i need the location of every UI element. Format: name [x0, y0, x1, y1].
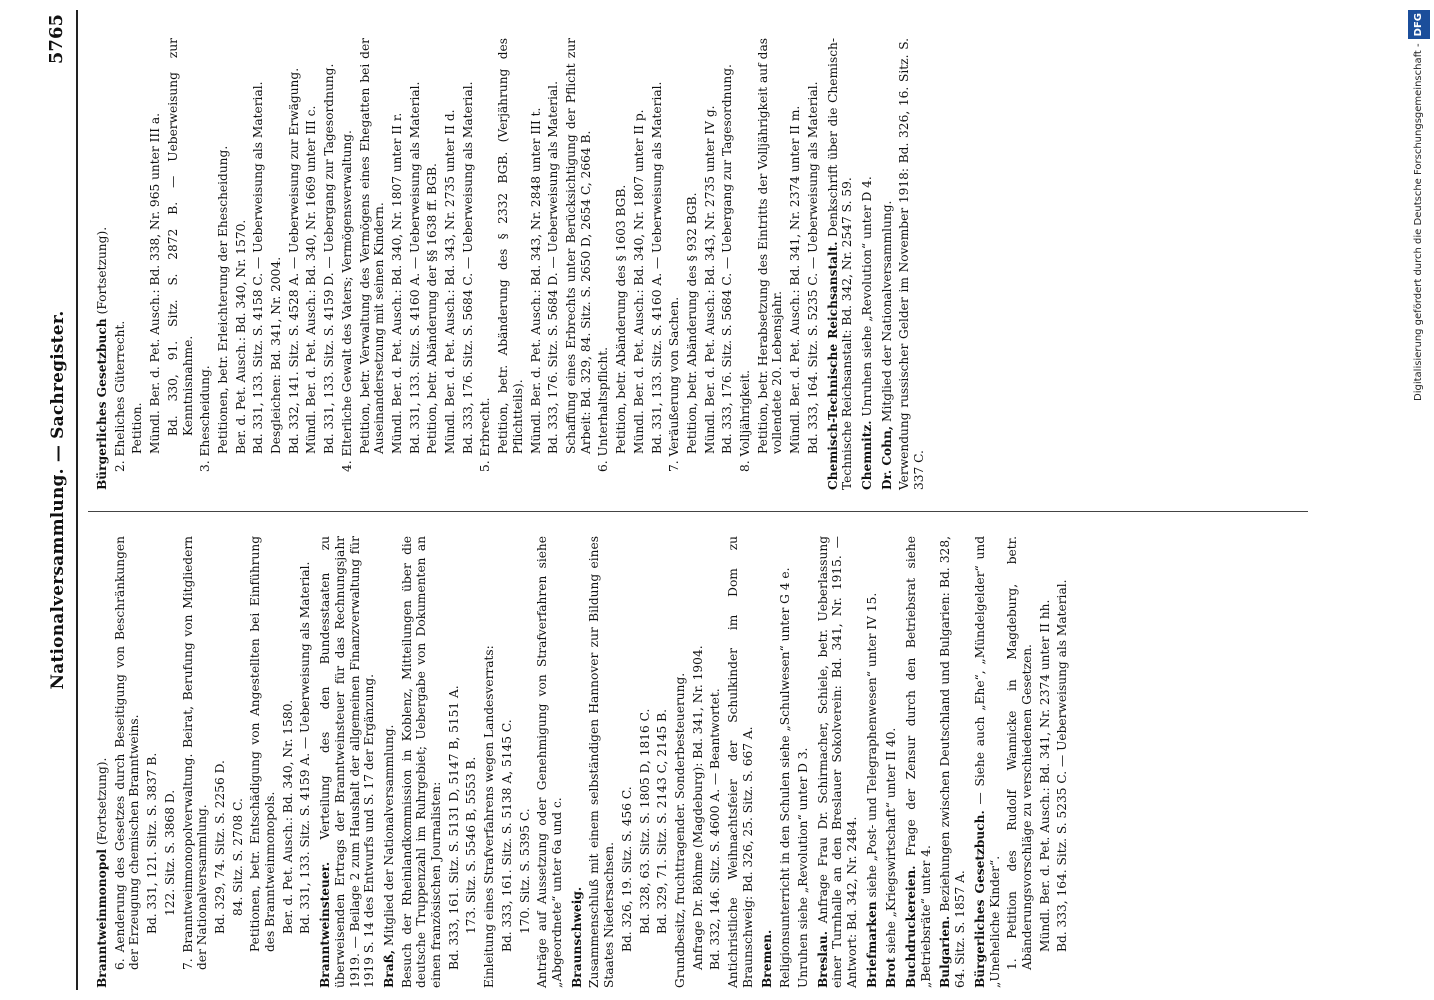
index-line: Bd. 333, 176. Sitz. S. 5684 C. — Uebergang zur Tagesordnung.: [720, 64, 735, 454]
index-line: Bd. 328, 63. Sitz. S. 1805 D, 1816 C.: [637, 708, 652, 934]
left-column: [90, 536, 1073, 988]
index-line: Mündl. Ber. d. Pet. Ausch.: Bd. 343, Nr. 2735 unter II d.: [443, 109, 458, 454]
index-entry: [865, 536, 880, 988]
entry-text: Anfrage Frau Dr. Schirmacher, Schiele, betr. Ueberlassung einer Turnhalle an den Breslauer Sokolverein: Bd. 341, Nr. 1915. — Antwort: Bd. 342, Nr. 2484.: [815, 536, 859, 988]
index-line: Petitionen, betr. Erleichterung der Ehescheidung.: [215, 145, 230, 454]
index-line: Bd. 331, 133. Sitz. S. 4159 D. — Uebergang zur Tagesordnung.: [322, 63, 337, 454]
index-line: 122. Sitz. S. 3868 D.: [162, 789, 177, 916]
index-line: Petition.: [130, 402, 145, 454]
index-line: Unruhen siehe „Revolution“ unter D 3.: [795, 747, 810, 988]
entry-text: (Fortsetzung).: [95, 226, 109, 319]
index-line: Petition, betr. Abänderung des § 2332 BGB. (Verjährung des Pflichtteils).: [496, 38, 525, 454]
dfg-logo: DFG: [1408, 10, 1430, 39]
entry-text: Unruhen siehe „Revolution“ unter D 4.: [859, 176, 874, 421]
index-line: Petition, betr. Abänderung des § 932 BGB.: [684, 192, 699, 454]
index-entry: [382, 536, 397, 988]
index-line: Mündl. Ber. d. Pet. Ausch.: Bd. 343, Nr. 2848 unter III t.: [528, 107, 543, 454]
index-entry: [760, 536, 775, 988]
index-line: Desgleichen: Bd. 341, Nr. 2004.: [269, 256, 284, 454]
entry-text: — Siehe auch „Ehe“, „Mündelgelder“ und „Uneheliche Kinder“.: [972, 535, 1002, 988]
index-line: Schaffung eines Erbrechts unter Berücksichtigung der Pflicht zur Arbeit: Bd. 329, 84. Sitz. S. 2650 D, 2654 C, 2664 B.: [563, 38, 593, 454]
entry-keyword: Chemnitz.: [859, 420, 874, 490]
column-divider: [88, 511, 1308, 512]
index-line: Bd. 326, 19. Sitz. S. 456 C.: [619, 786, 634, 952]
entry-keyword: Bulgarien.: [938, 915, 953, 988]
index-line: 1. Petition des Rudolf Wannicke in Magdeburg, betr. Abänderungsvorschläge zu verschiedenen Gesetzen.: [1005, 536, 1034, 970]
index-line: Petition, betr. Abänderung des § 1603 BGB.: [614, 184, 629, 454]
index-line: 4. Elterliche Gewalt des Vaters; Vermögensverwaltung.: [339, 130, 354, 472]
index-line: Mündl. Ber. d. Pet. Ausch.: Bd. 340, Nr. 1669 unter III c.: [304, 105, 319, 454]
index-line: 5. Erbrecht.: [478, 397, 493, 472]
index-line: Bd. 331, 133. Sitz. S. 4159 A. — Ueberweisung als Material.: [298, 561, 313, 934]
funding-note: [1408, 10, 1430, 990]
index-line: Bd. 333, 176. Sitz. S. 5684 C. — Ueberweisung als Material.: [460, 81, 475, 454]
right-column: [90, 38, 930, 490]
index-line: Petition, betr. Herabsetzung des Eintritts der Volljährigkeit auf das vollendete 20. Lebensjahr.: [755, 38, 785, 454]
index-line: Mündl. Ber. d. Pet. Ausch.: Bd. 340, Nr. 1807 unter II p.: [631, 109, 646, 454]
index-line: Mündl. Ber. d. Pet. Ausch.: Bd. 340, Nr. 1807 unter II r.: [389, 112, 404, 454]
index-line: Mündl. Ber. d. Pet. Ausch.: Bd. 341, Nr. 2374 unter II m.: [788, 105, 803, 454]
index-line: 173. Sitz. S. 5546 B, 5553 B.: [464, 756, 479, 934]
entry-keyword: Braß,: [381, 949, 396, 988]
index-line: 7. Branntweinmonopolverwaltung. Beirat, Berufung von Mitgliedern der Nationalversammlung.: [180, 536, 210, 970]
entry-text: Frage der Zensur durch den Betriebsrat siehe „Betriebsräte“ unter 4.: [904, 536, 933, 988]
entry-keyword: Bürgerliches Gesetzbuch.: [972, 810, 987, 988]
index-entry: [884, 536, 899, 988]
index-line: Bd. 333, 161. Sitz. S. 5131 D, 5147 B, 5151 A.: [446, 685, 461, 970]
page-number: 5765: [46, 14, 67, 65]
index-line: Ber. d. Pet. Ausch.: Bd. 340, Nr. 1570.: [233, 219, 248, 454]
entry-keyword: Chemisch-Technische Reichsanstalt.: [825, 241, 840, 490]
index-line: Ber. d. Pet. Ausch.: Bd. 340, Nr. 1580.: [280, 699, 295, 934]
index-line: Einleitung eines Strafverfahrens wegen Landesverrats:: [482, 645, 497, 988]
index-line: Bd. 331, 133. Sitz. S. 4160 A. — Ueberweisung als Material.: [649, 81, 664, 454]
entry-keyword: Buchdruckereien.: [904, 865, 919, 988]
entry-keyword: Breslau.: [815, 931, 830, 988]
index-line: Bd. 332, 141. Sitz. S. 4528 A. — Ueberweisung zur Erwägung.: [286, 67, 301, 454]
entry-text: Denkschrift über die Chemisch-Technische Reichsanstalt: Bd. 342, Nr. 2547 S. 59.: [825, 38, 855, 490]
index-line: 8. Volljährigkeit.: [738, 369, 753, 472]
index-line: Bd. 333, 176. Sitz. S. 5684 D. — Ueberweisung als Material.: [546, 81, 561, 454]
index-line: 6. Aenderung des Gesetzes durch Beseitigung von Beschränkungen der Erzeugung chemischen Branntweins.: [112, 536, 142, 970]
index-line: Petitionen, betr. Entschädigung von Angestellten bei Einführung des Branntweinmonopols.: [248, 536, 278, 952]
index-line: 3. Ehescheidung.: [198, 365, 213, 472]
index-line: Grundbesitz, fruchttragender. Sonderbesteuerung.: [672, 672, 687, 988]
index-line: 6. Unterhaltspflicht.: [596, 347, 611, 472]
entry-keyword: Bürgerliches Gesetzbuch: [95, 318, 109, 490]
entry-keyword: Bremen.: [760, 929, 775, 988]
index-line: Bd. 332, 146. Sitz. S. 4600 A. — Beantwortet.: [708, 688, 723, 970]
index-line: Bd. 329, 74. Sitz. S. 2256 D.: [212, 760, 227, 934]
index-entry: [973, 536, 1002, 988]
index-line: Anfrage Dr. Böhme (Magdeburg): Bd. 341, Nr. 1904.: [690, 645, 705, 970]
index-line: Bd. 333, 164. Sitz. S. 5235 C. — Ueberweisung als Material.: [805, 81, 820, 454]
index-entry: [816, 536, 860, 988]
index-line: 84. Sitz. S. 2708 C.: [230, 798, 245, 916]
entry-text: Mitglied der Nationalversammlung.: [381, 724, 396, 950]
index-line: Petition, betr. Verwaltung des Vermögens eines Ehegatten bei der Auseinandersetzung mit seinen Kindern.: [357, 38, 387, 454]
entry-text: Verteilung des den Bundesstaaten zu überweisenden Ertrags der Branntweinsteuer für das Rechnungsjahr 1919. — Beilage 2 zum Haushalt der allgemeinen Finanzverwaltung für 1919 S. 14 des Entwurfs und S. 17 der Ergänzung.: [318, 536, 377, 988]
index-line: Religionsunterricht in den Schulen siehe „Schulwesen“ unter G 4 e.: [778, 567, 793, 988]
index-line: Bd. 330, 91. Sitz. S. 2872 B. — Ueberweisung zur Kenntnisnahme.: [165, 38, 195, 436]
entry-keyword: Braunschweig.: [569, 886, 584, 988]
index-line: Anträge auf Aussetzung oder Genehmigung von Strafverfahren siehe „Abgeordnete“ unter 6a und c.: [535, 536, 564, 988]
header-rule: [76, 10, 78, 990]
entry-keyword: Branntweinsteuer.: [318, 861, 333, 988]
index-line: 7. Veräußerung von Sachen.: [667, 296, 682, 472]
side-note: [1408, 10, 1430, 990]
page-header: [40, 10, 78, 990]
index-entry: [570, 536, 585, 988]
index-line: Mündl. Ber. d. Pet. Ausch.: Bd. 338, Nr. 965 unter III a.: [148, 112, 163, 454]
index-line: Zusammenschluß mit einem selbständigen Hannover zur Bildung eines Staates Niedersachsen.: [587, 536, 617, 988]
entry-keyword: Briefmarken: [864, 901, 879, 988]
running-title: Nationalversammlung. — Sachregister.: [48, 310, 68, 690]
index-line: Bd. 331, 133. Sitz. S. 4158 C. — Ueberweisung als Material.: [251, 81, 266, 454]
index-entry: [880, 38, 895, 490]
index-entry: [904, 536, 933, 988]
entry-keyword: Dr. Cohn,: [879, 425, 894, 490]
index-line: Mündl. Ber. d. Pet. Ausch.: Bd. 341, Nr. 2374 unter II hh.: [1037, 599, 1052, 952]
index-line: Bd. 333, 164. Sitz. S. 5235 C. — Ueberweisung als Material.: [1055, 579, 1070, 952]
index-entry: [938, 536, 967, 988]
index-line: Bd. 333, 161. Sitz. S. 5138 A, 5145 C.: [499, 719, 514, 952]
entry-text: (Fortsetzung).: [95, 757, 109, 849]
index-line: Verwendung russischer Gelder im November 1918: Bd. 326, 16. Sitz. S. 337 C.: [897, 38, 927, 490]
funding-text: Digitalisierung gefördert durch die Deutsche Forschungsgemeinschaft -: [1413, 43, 1424, 401]
index-entry: [860, 38, 875, 490]
entry-keyword: Branntweinmonopol: [95, 848, 109, 988]
index-line: Bd. 329, 71. Sitz. S. 2143 C, 2145 B.: [655, 709, 670, 934]
entry-text: Mitglied der Nationalversammlung.: [879, 200, 894, 426]
rotated-page: [40, 10, 1400, 990]
index-line: Bd. 331, 121. Sitz. S. 3837 B.: [145, 752, 160, 934]
entry-text: Beziehungen zwischen Deutschland und Bulgarien: Bd. 328, 64. Sitz. S. 1857 A.: [938, 536, 968, 988]
index-entry: [826, 38, 855, 490]
index-line: Mündl. Ber. d. Pet. Ausch.: Bd. 343, Nr. 2735 unter IV g.: [702, 105, 717, 454]
entry-text: siehe „Kriegswirtschaft“ unter II 40.: [884, 727, 899, 958]
index-line: Bd. 331, 133. Sitz. S. 4160 A. — Ueberweisung als Material.: [407, 81, 422, 454]
index-line: 170. Sitz. S. 5395 C.: [517, 808, 532, 934]
index-entry: [95, 536, 110, 988]
index-line: Petition, betr. Abänderung der §§ 1638 ff. BGB.: [425, 163, 440, 454]
index-entry: [95, 38, 110, 490]
index-entry: [318, 536, 377, 988]
entry-text: siehe „Post- und Telegraphenwesen“ unter IV 15.: [864, 592, 879, 902]
entry-keyword: Brot: [884, 957, 899, 988]
index-line: Besuch der Rheinlandkommission in Koblenz, Mitteilungen über die deutsche Truppenzahl im Ruhrgebiet; Uebergabe von Dokumenten an einen französischen Journalisten:: [399, 536, 444, 988]
index-line: 2. Eheliches Güterrecht.: [112, 320, 127, 472]
index-line: Antichristliche Weihnachtsfeier der Schulkinder im Dom zu Braunschweig: Bd. 326, 25. Sitz. S. 667 A.: [726, 536, 755, 988]
